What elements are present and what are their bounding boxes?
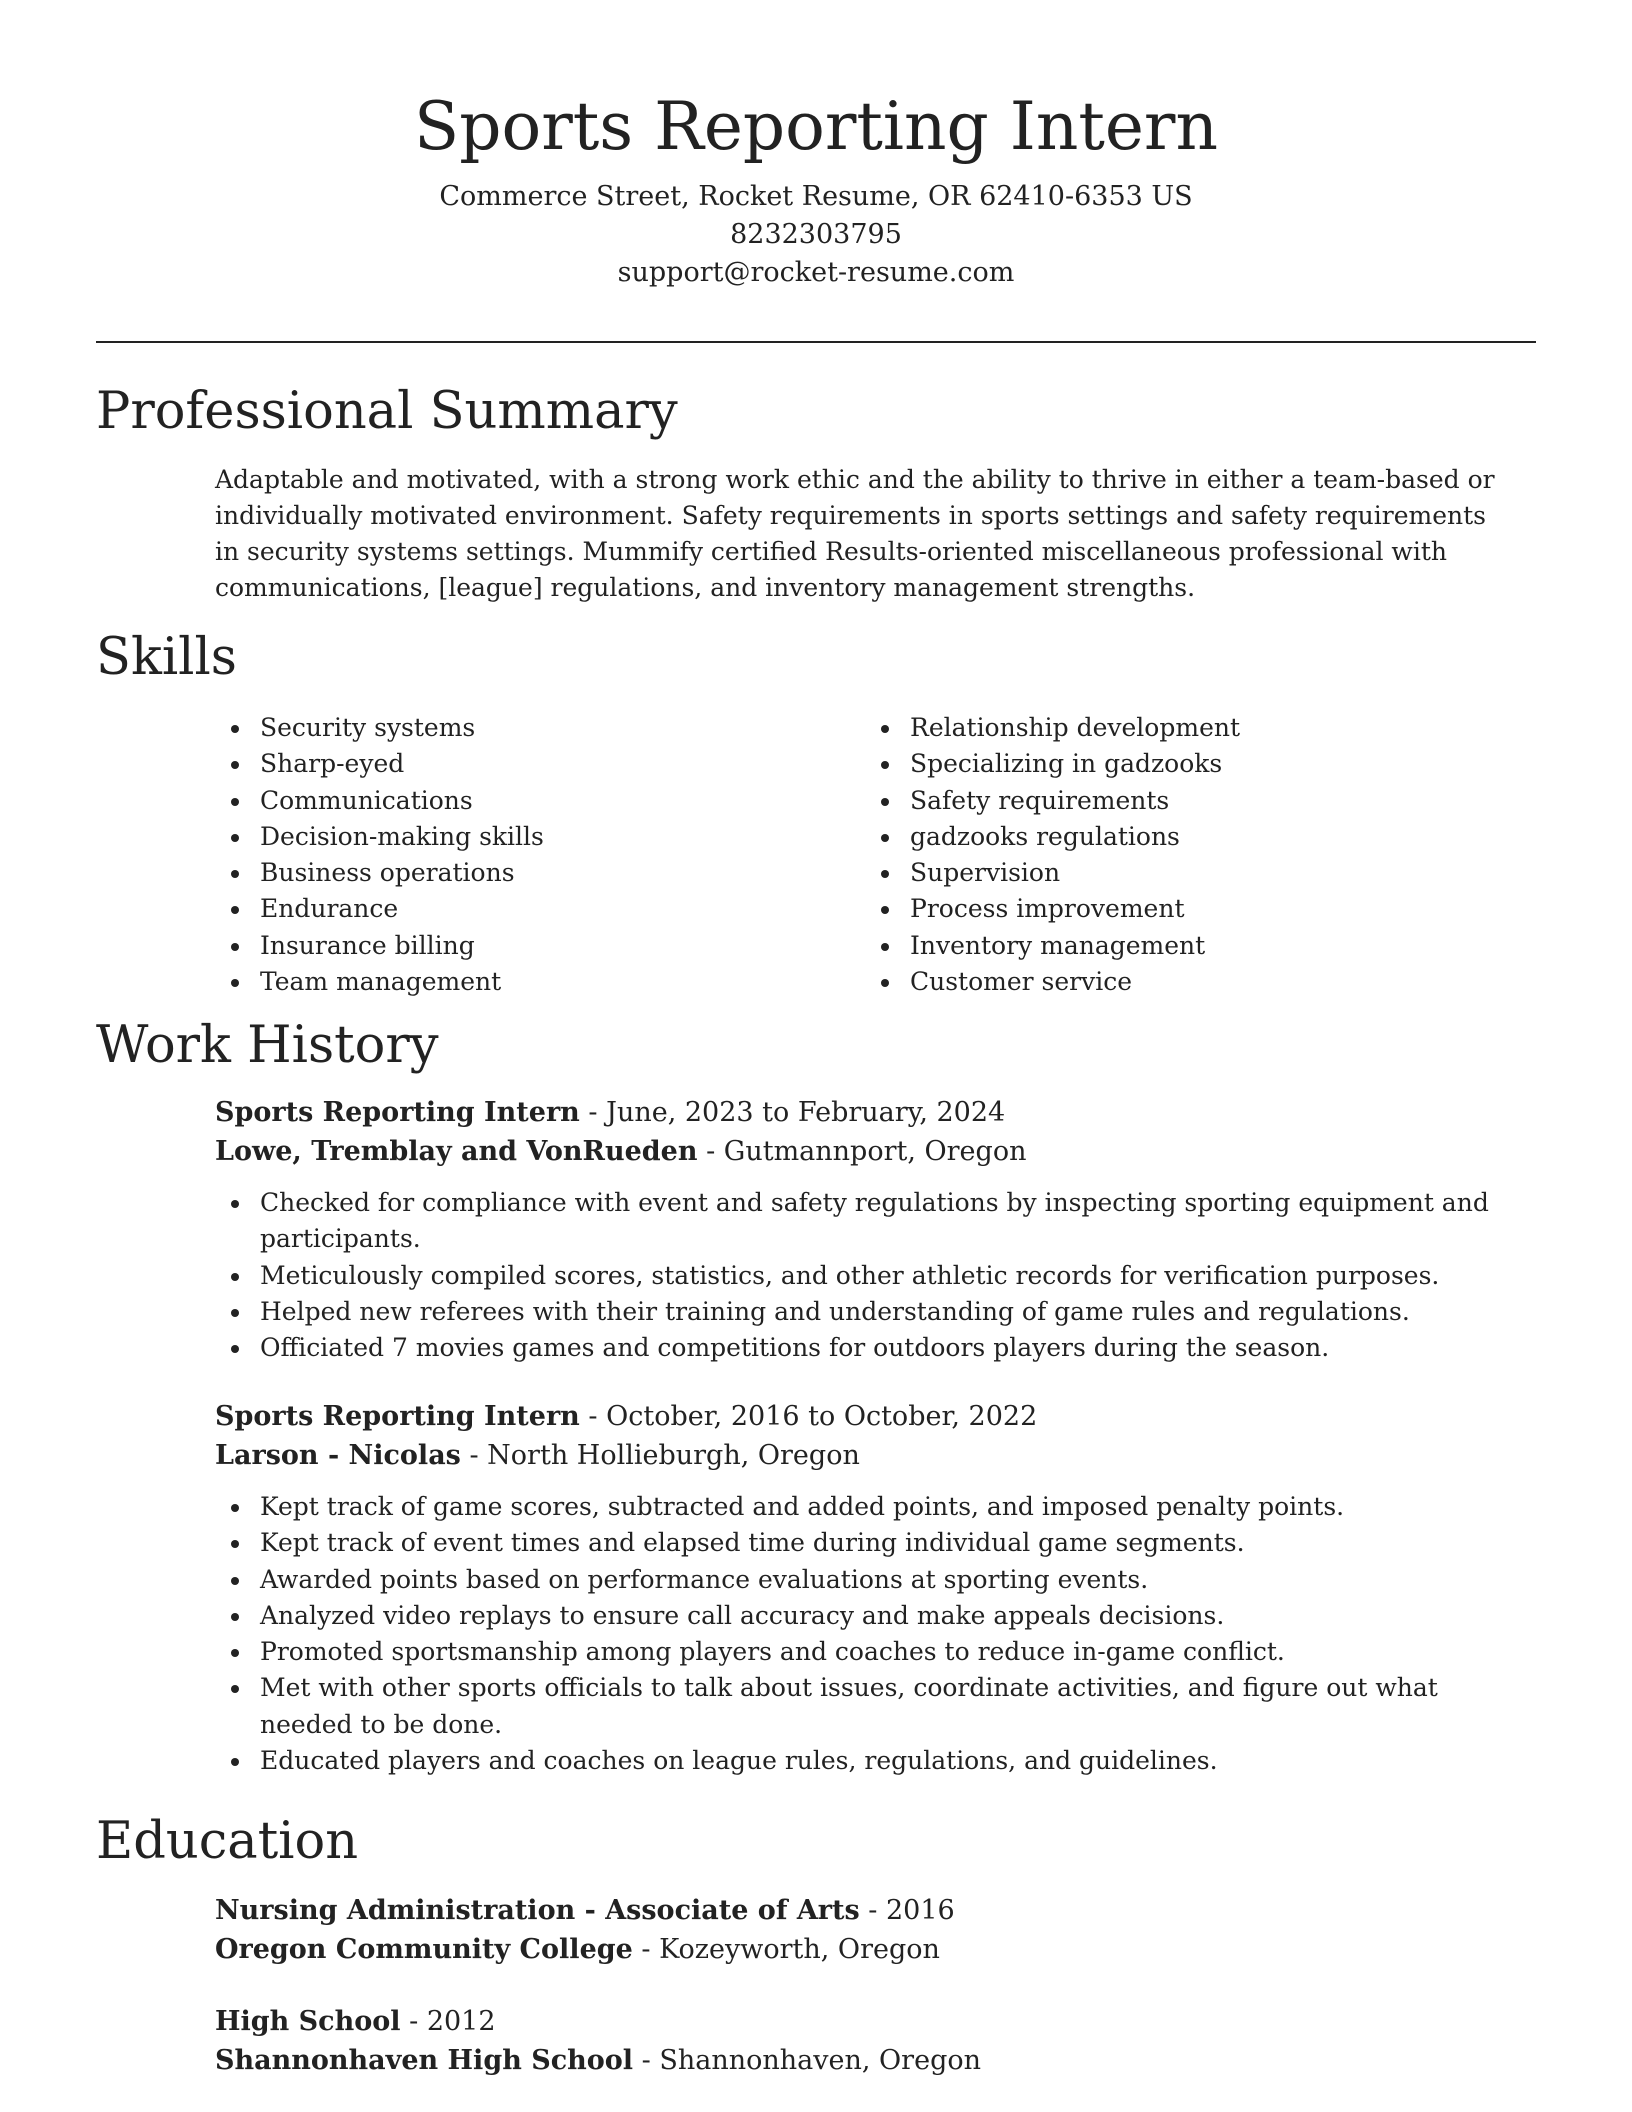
job-duty: Educated players and coaches on league rules, regulations, and guidelines. <box>215 1743 1535 1779</box>
education-entry <box>215 2002 1535 2080</box>
education-degree-line <box>215 1891 1535 1930</box>
job-location: - North Hollieburgh, Oregon <box>460 1440 860 1471</box>
job-title-line <box>215 1397 1535 1436</box>
candidate-name: Sports Reporting Intern <box>414 88 1218 165</box>
skill-item: Inventory management <box>865 928 1515 964</box>
job-duty: Promoted sportsmanship among players and coaches to reduce in-game conflict. <box>215 1634 1535 1670</box>
skill-item: Process improvement <box>865 891 1515 927</box>
education-school: Oregon Community College <box>215 1934 633 1965</box>
summary-text: Adaptable and motivated, with a strong work ethic and the ability to thrive in either a team-based or individually motivated environment. Safety requirements in sports settings and safety requirements in security systems settings. Mummify certified Results-oriented miscellaneous professional with communications, [league] regulations, and inventory management strengths. <box>215 465 1495 602</box>
skill-item: Insurance billing <box>215 928 865 964</box>
job-company-line <box>215 1436 1535 1475</box>
job-duty: Analyzed video replays to ensure call accuracy and make appeals decisions. <box>215 1598 1535 1634</box>
job-title: Sports Reporting Intern <box>215 1097 580 1128</box>
job-company: Larson - Nicolas <box>215 1440 461 1471</box>
skill-item: Endurance <box>215 891 865 927</box>
address: Commerce Street, Rocket Resume, OR 62410-6353 US <box>439 181 1193 212</box>
job-duty: Awarded points based on performance evaluations at sporting events. <box>215 1562 1535 1598</box>
education-location: - Shannonhaven, Oregon <box>633 2045 981 2076</box>
education-year: - 2016 <box>859 1895 955 1926</box>
resume-header <box>0 0 1632 292</box>
education-school-line <box>215 1930 1535 1969</box>
skills-column-left <box>215 710 865 1000</box>
job-duties <box>215 1185 1535 1366</box>
skill-item: Team management <box>215 964 865 1000</box>
header-divider <box>96 341 1536 343</box>
job-title: Sports Reporting Intern <box>215 1401 580 1432</box>
skill-item: Specializing in gadzooks <box>865 746 1515 782</box>
contact-info <box>0 178 1632 292</box>
education-location: - Kozeyworth, Oregon <box>632 1934 940 1965</box>
skill-item: Business operations <box>215 855 865 891</box>
job-company-line <box>215 1132 1535 1171</box>
job-duties <box>215 1489 1535 1779</box>
skills-heading: Skills <box>96 628 237 687</box>
job-duty: Met with other sports officials to talk about issues, coordinate activities, and figure out what needed to be done. <box>215 1670 1535 1743</box>
phone: 8232303795 <box>730 219 902 250</box>
job-duty: Helped new referees with their training and understanding of game rules and regulations. <box>215 1294 1535 1330</box>
summary-heading: Professional Summary <box>96 382 678 441</box>
job-entry <box>215 1397 1535 1779</box>
skill-item: Security systems <box>215 710 865 746</box>
education-school-line <box>215 2041 1535 2080</box>
job-location: - Gutmannport, Oregon <box>697 1136 1027 1167</box>
job-title-line <box>215 1093 1535 1132</box>
education-degree: High School <box>215 2006 401 2037</box>
skill-item: Sharp-eyed <box>215 746 865 782</box>
job-duty: Checked for compliance with event and safety regulations by inspecting sporting equipment and participants. <box>215 1185 1535 1258</box>
email: support@rocket-resume.com <box>617 257 1015 288</box>
skill-item: Communications <box>215 783 865 819</box>
work-history-heading: Work History <box>96 1016 439 1075</box>
skill-item: Relationship development <box>865 710 1515 746</box>
job-dates: - June, 2023 to February, 2024 <box>579 1097 1006 1128</box>
skills-list <box>215 710 1535 1000</box>
education-entry <box>215 1891 1535 1969</box>
job-duty: Kept track of event times and elapsed time during individual game segments. <box>215 1525 1535 1561</box>
education-school: Shannonhaven High School <box>215 2045 634 2076</box>
skill-item: Safety requirements <box>865 783 1515 819</box>
skills-column-right <box>865 710 1515 1000</box>
education-degree-line <box>215 2002 1535 2041</box>
education-degree: Nursing Administration - Associate of Arts <box>215 1895 860 1926</box>
skill-item: Decision-making skills <box>215 819 865 855</box>
job-duty: Meticulously compiled scores, statistics, and other athletic records for verification purposes. <box>215 1258 1535 1294</box>
skill-item: gadzooks regulations <box>865 819 1515 855</box>
job-dates: - October, 2016 to October, 2022 <box>579 1401 1038 1432</box>
skill-item: Supervision <box>865 855 1515 891</box>
skill-item: Customer service <box>865 964 1515 1000</box>
job-duty: Kept track of game scores, subtracted and added points, and imposed penalty points. <box>215 1489 1535 1525</box>
education-heading: Education <box>96 1812 359 1871</box>
job-duty: Officiated 7 movies games and competitions for outdoors players during the season. <box>215 1330 1535 1366</box>
job-entry <box>215 1093 1535 1366</box>
job-company: Lowe, Tremblay and VonRueden <box>215 1136 698 1167</box>
education-year: - 2012 <box>400 2006 496 2037</box>
